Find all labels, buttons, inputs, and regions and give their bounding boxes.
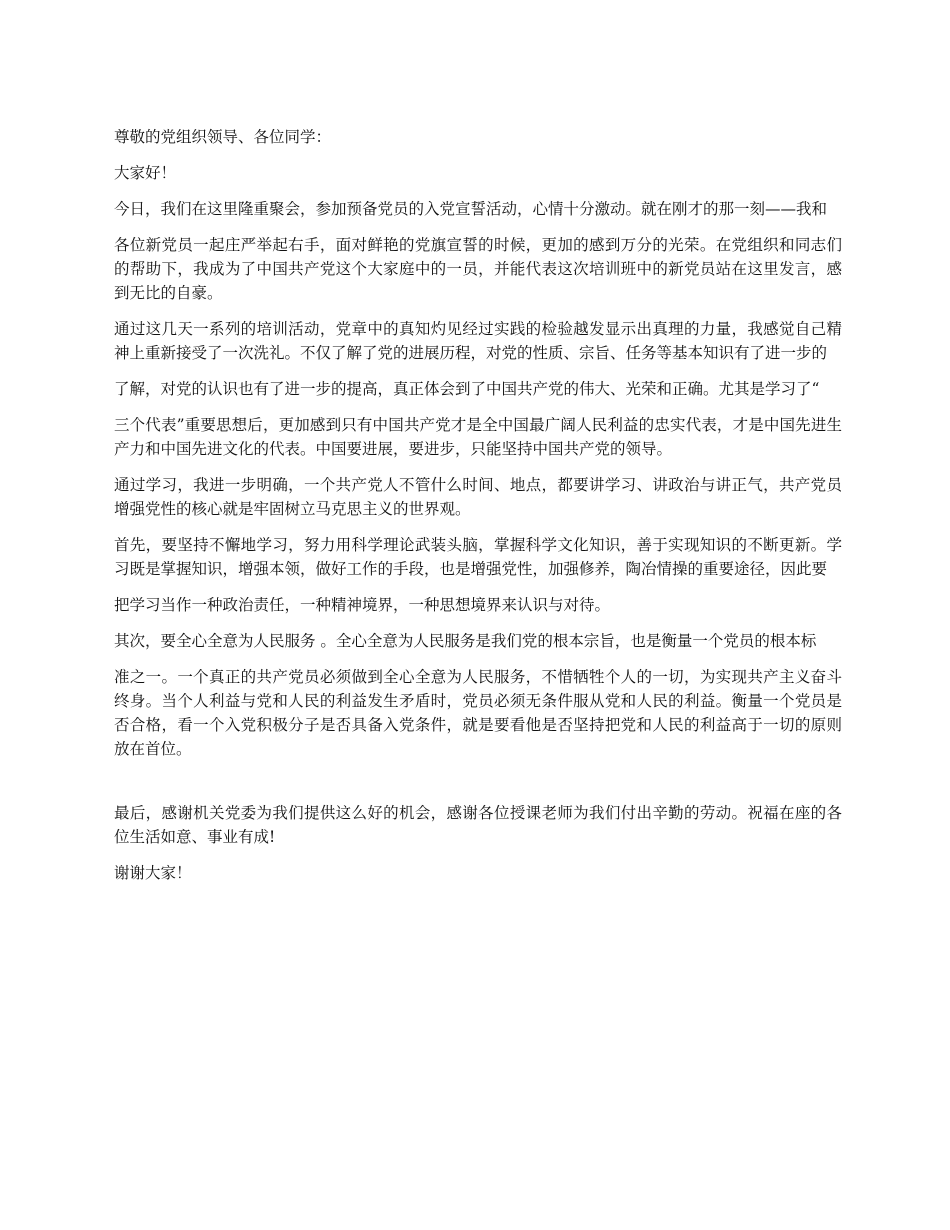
paragraph: 把学习当作一种政治责任，一种精神境界，一种思想境界来认识与对待。 bbox=[114, 596, 611, 614]
paragraph: 通过学习，我进一步明确，一个共产党人不管什么时间、地点，都要讲学习、讲政治与讲正气，共产党员增强党性的核心就是牢固树立马克思主义的世界观。 bbox=[114, 476, 842, 518]
salutation: 尊敬的党组织领导、各位同学： bbox=[114, 128, 332, 146]
paragraph: 通过这几天一系列的培训活动，党章中的真知灼见经过实践的检验越发显示出真理的力量，我感觉自己精神上重新接受了一次洗礼。不仅了解了党的进展历程，对党的性质、宗旨、任务等基本知识有了进一步的 bbox=[114, 320, 842, 362]
closing-paragraph: 最后，感谢机关党委为我们提供这么好的机会，感谢各位授课老师为我们付出辛勤的劳动。祝福在座的各位生活如意、事业有成! bbox=[114, 804, 842, 846]
paragraph: 其次，要全心全意为人民服务 。全心全意为人民服务是我们党的根本宗旨，也是衡量一个党员的根本标 bbox=[114, 632, 817, 650]
greeting: 大家好！ bbox=[114, 164, 177, 182]
paragraph: 首先，要坚持不懈地学习，努力用科学理论武装头脑，掌握科学文化知识，善于实现知识的不断更新。学习既是掌握知识，增强本领，做好工作的手段，也是增强党性，加强修养，陶冶情操的重要途径，因此要 bbox=[114, 536, 842, 578]
document-body bbox=[114, 125, 842, 897]
closing-thanks: 谢谢大家！ bbox=[114, 864, 192, 882]
paragraph: 今日，我们在这里隆重聚会，参加预备党员的入党宣誓活动，心情十分激动。就在刚才的那一刻——我和 bbox=[114, 200, 828, 218]
paragraph: 各位新党员一起庄严举起右手，面对鲜艳的党旗宣誓的时候，更加的感到万分的光荣。在党组织和同志们的帮助下，我成为了中国共产党这个大家庭中的一员，并能代表这次培训班中的新党员站在这里发言，感 到无比的自豪。 bbox=[114, 236, 842, 302]
paragraph: 三个代表”重要思想后，更加感到只有中国共产党才是全中国最广阔人民利益的忠实代表，才是中国先进生产力和中国先进文化的代表。中国要进展，要进步，只能坚持中国共产党的领导。 bbox=[114, 416, 842, 458]
paragraph: 准之一。一个真正的共产党员必须做到全心全意为人民服务，不惜牺牲个人的一切，为实现共产主义奋斗终身。当个人利益与党和人民的利益发生矛盾时，党员必须无条件服从党和人民的利益。衡量一个党员是否合格，看一个入党积极分子是否具备入党条件，就是要看他是否坚持把党和人民的利益高于一切的原则放在首位。 bbox=[114, 668, 842, 758]
paragraph: 了解，对党的认识也有了进一步的提高，真正体会到了中国共产党的伟大、光荣和正确。尤其是学习了“ bbox=[114, 380, 820, 398]
